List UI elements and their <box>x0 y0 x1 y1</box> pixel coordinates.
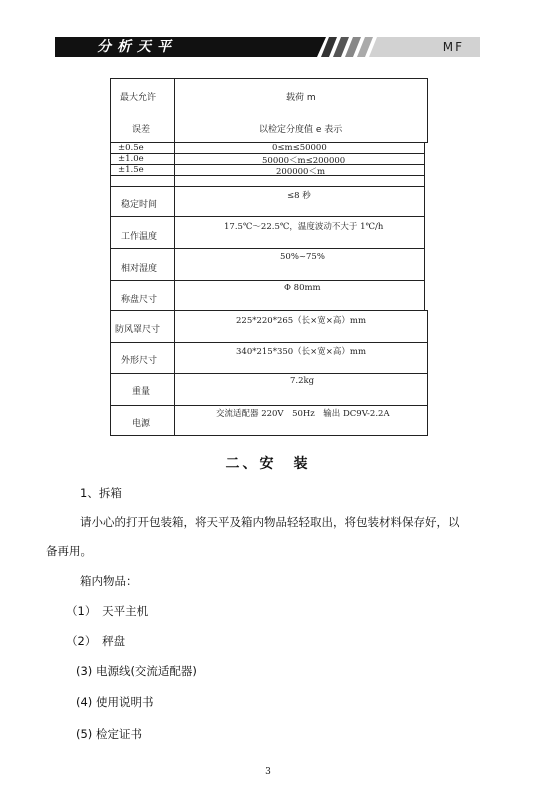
tolerance-load-1: 0≤m≤50000 <box>272 143 327 153</box>
spec-label-overall-size: 外形尺寸 <box>121 356 158 366</box>
paragraph-line-1: 请小心的打开包装箱，将天平及箱内物品轻轻取出，将包装材料保存好，以 <box>80 515 460 529</box>
tolerance-load-2: 50000＜m≤200000 <box>262 156 346 166</box>
list-item-2: （2） 秤盘 <box>66 634 126 648</box>
list-item-5: (5) 检定证书 <box>76 727 142 741</box>
spec-value-humidity: 50%~75% <box>280 252 325 262</box>
spec-value-overall-size: 340*215*350（长×宽×高）mm <box>236 347 367 357</box>
spec-label-weight: 重量 <box>132 387 151 397</box>
table-head-load: 载荷 m <box>286 93 316 103</box>
table-head-max-error-line2: 误差 <box>132 125 151 135</box>
paragraph-line-2: 备再用。 <box>46 544 92 558</box>
list-item-4: (4) 使用说明书 <box>76 695 154 709</box>
list-item-1: （1） 天平主机 <box>66 604 149 618</box>
header-code: MF <box>442 40 464 54</box>
list-item-3: (3) 电源线(交流适配器) <box>76 664 197 678</box>
spec-label-work-temp: 工作温度 <box>121 232 158 242</box>
spec-value-stabilize-time: ≤8 秒 <box>287 191 311 201</box>
header-title: 分析天平 <box>97 39 177 55</box>
spec-value-work-temp: 17.5℃～22.5℃，温度波动不大于 1℃/h <box>224 222 384 232</box>
sub-heading-unpack: 1、拆箱 <box>80 486 122 500</box>
tolerance-load-3: 200000＜m <box>276 167 326 177</box>
spec-label-stabilize-time: 稳定时间 <box>121 200 158 210</box>
spec-value-power: 交流适配器 220V 50Hz 输出 DC9V-2.2A <box>216 409 390 419</box>
table-head-load-desc: 以检定分度值 e 表示 <box>259 125 343 135</box>
page-number: 3 <box>265 767 271 777</box>
spec-label-windshield-size: 防风罩尺寸 <box>115 325 161 335</box>
spec-label-humidity: 相对湿度 <box>121 264 158 274</box>
tolerance-error-2: ±1.0e <box>118 154 144 164</box>
contents-label: 箱内物品： <box>80 574 138 588</box>
tolerance-error-1: ±0.5e <box>118 143 144 153</box>
spec-label-pan-size: 称盘尺寸 <box>121 295 158 305</box>
spec-value-windshield-size: 225*220*265（长×宽×高）mm <box>236 316 367 326</box>
spec-value-pan-size: Φ 80mm <box>284 283 321 293</box>
tolerance-error-3: ±1.5e <box>118 165 144 175</box>
table-head-max-error-line1: 最大允许 <box>120 93 157 103</box>
spec-label-power: 电源 <box>132 419 151 429</box>
spec-value-weight: 7.2kg <box>290 376 315 386</box>
section-heading-install: 二、安 装 <box>225 456 311 472</box>
